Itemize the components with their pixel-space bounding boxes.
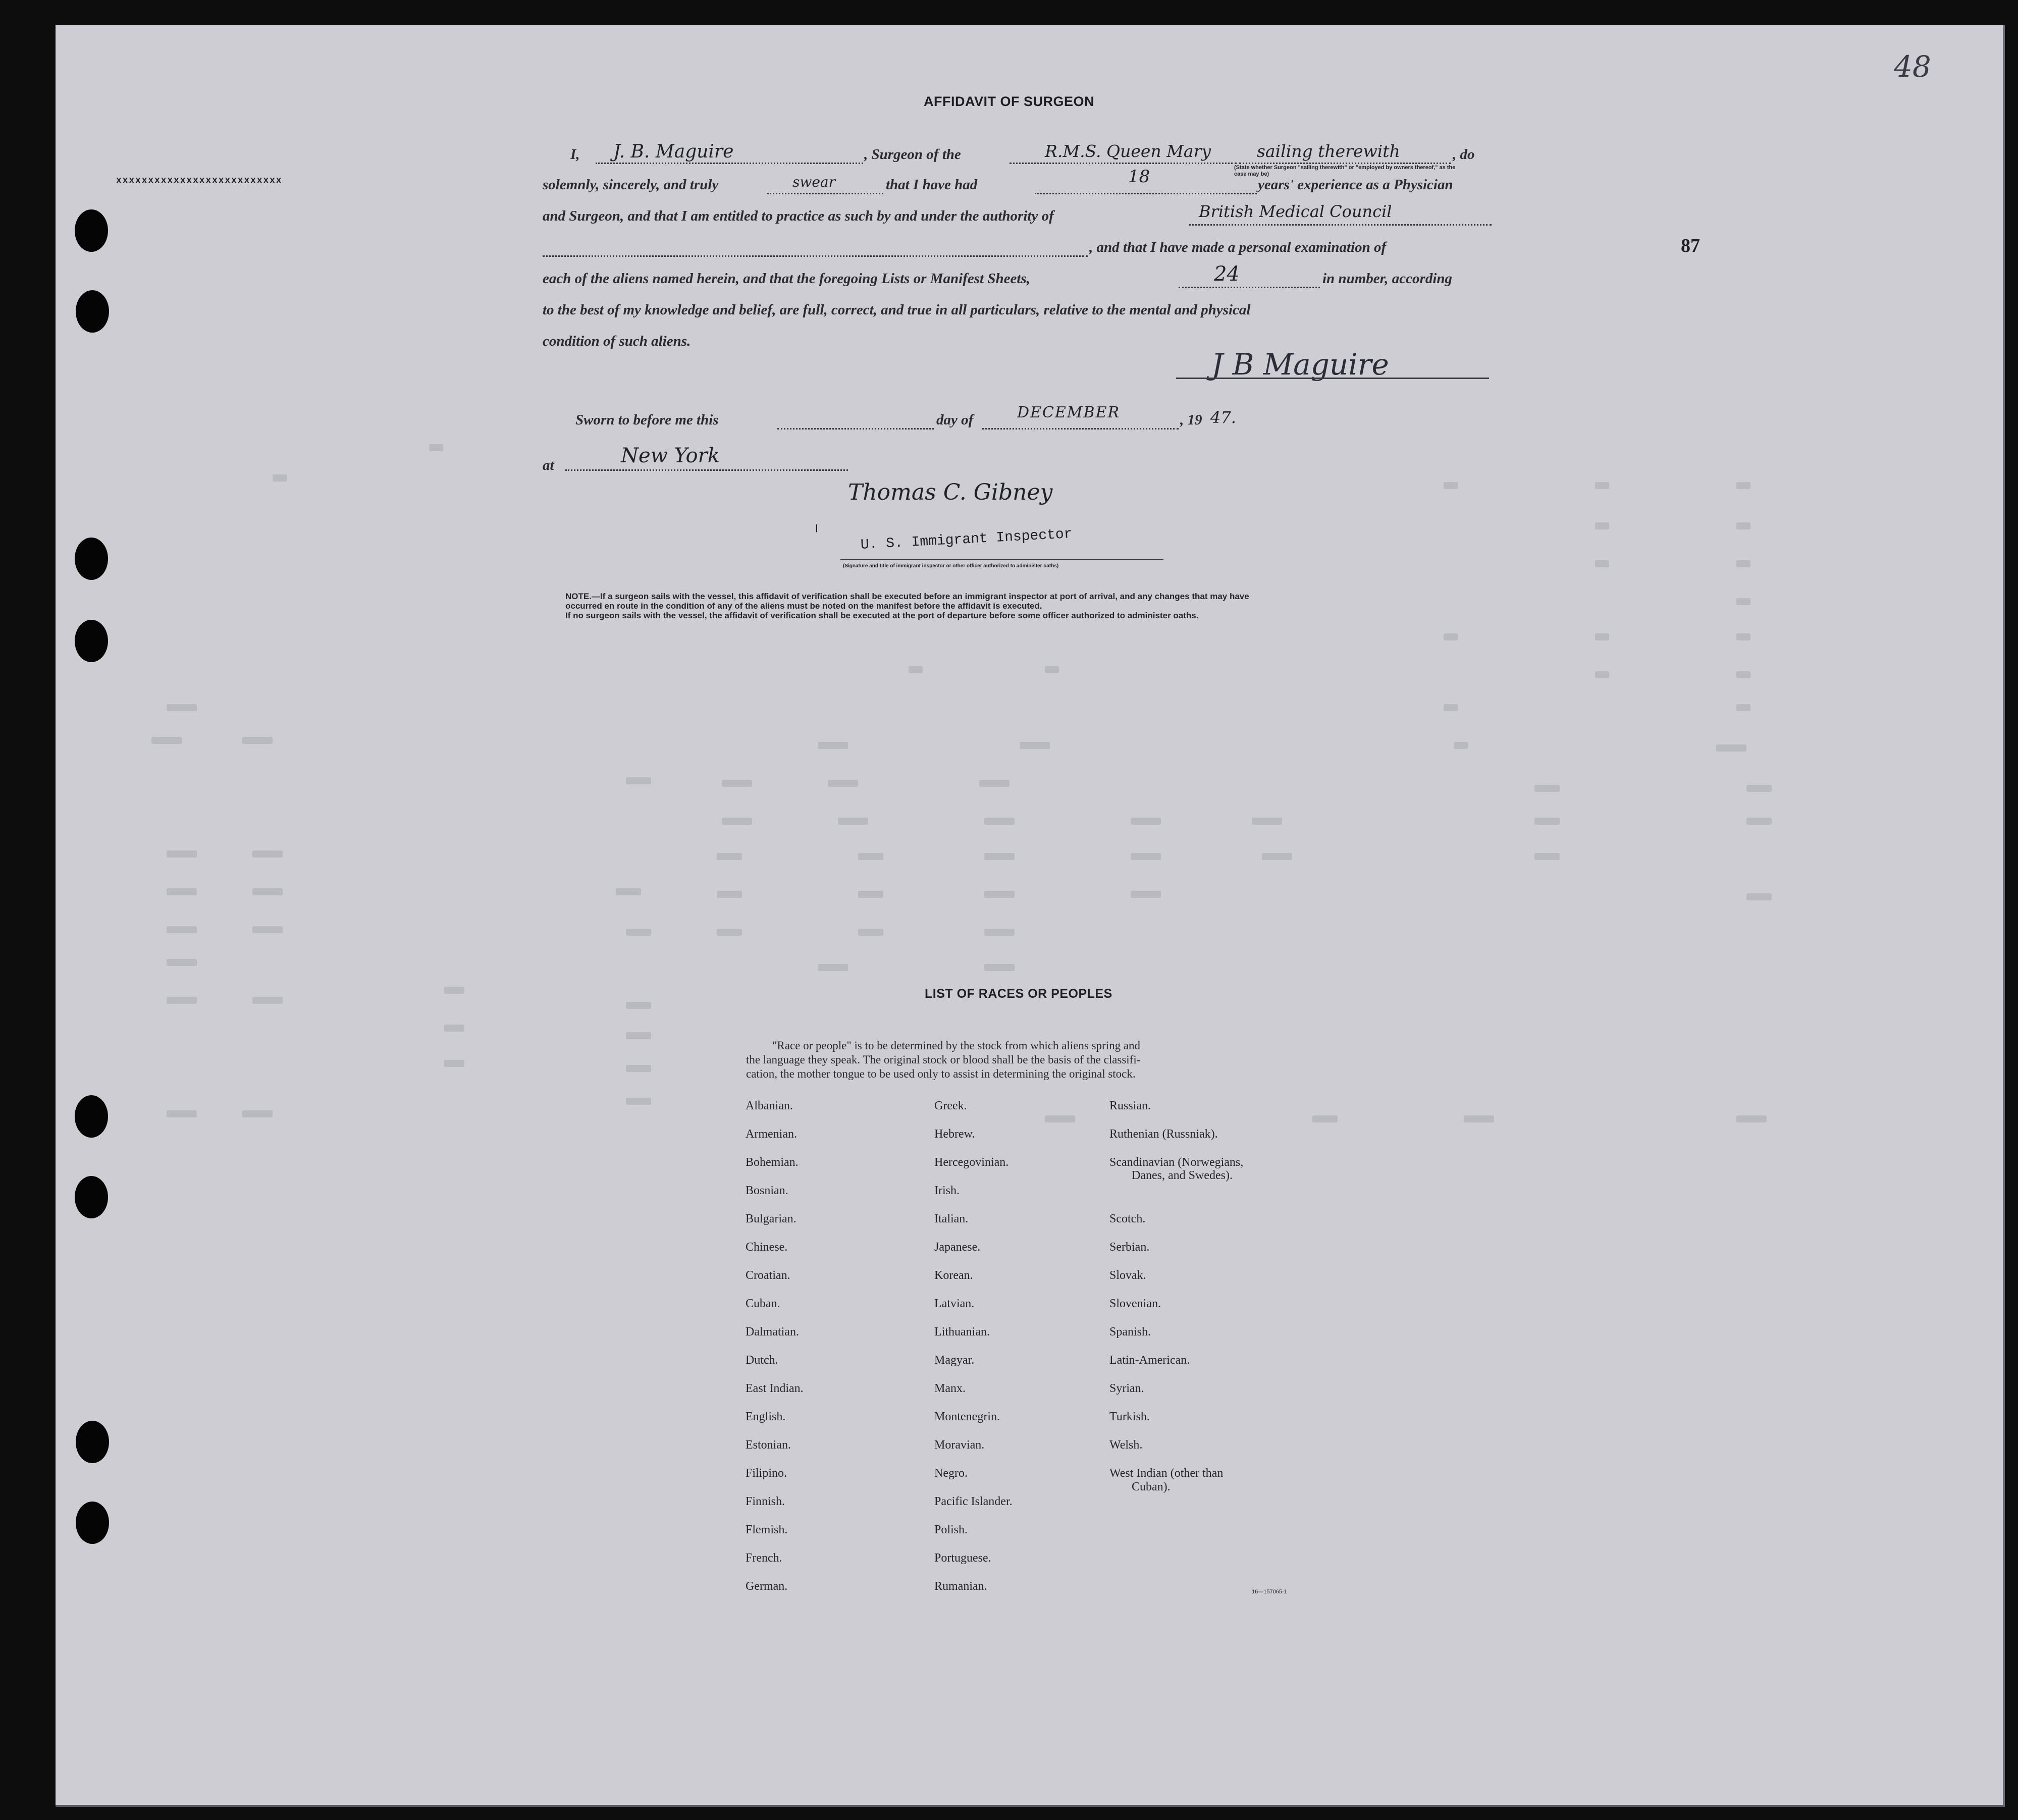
race-item: Hercegovinian. (934, 1156, 1009, 1169)
affidavit-line-7: condition of such aliens. (543, 333, 691, 349)
place-line (565, 469, 848, 471)
race-item: Welsh. (1109, 1438, 1143, 1452)
race-item: Filipino. (746, 1467, 787, 1480)
race-item: German. (746, 1580, 788, 1593)
day-of-label: day of (936, 412, 974, 428)
affidavit-line-4: , and that I have made a personal examination of (1089, 239, 1387, 255)
inspector-mark: ╷ (813, 517, 821, 532)
race-item: Slovenian. (1109, 1297, 1161, 1310)
race-item: Slovak. (1109, 1269, 1146, 1282)
race-item: Latvian. (934, 1297, 975, 1310)
binder-hole (76, 290, 109, 333)
race-item: Moravian. (934, 1438, 985, 1452)
race-item: Montenegrin. (934, 1410, 1000, 1423)
inspector-line (840, 559, 1163, 560)
day-line (777, 428, 934, 430)
years-experience: 18 (1128, 167, 1150, 187)
race-item: East Indian. (746, 1382, 804, 1395)
signature-line (1176, 378, 1489, 379)
affidavit-line-3-label: and Surgeon, and that I am entitled to practice as such by and under the authority of (543, 208, 1054, 224)
years-line (1035, 193, 1257, 194)
sailing-line (1239, 163, 1451, 164)
binder-hole (75, 1176, 108, 1218)
surgeon-signature: J B Maguire (1211, 347, 1389, 382)
race-item: West Indian (other than (1109, 1467, 1224, 1480)
race-item: Armenian. (746, 1128, 797, 1141)
races-intro-1: "Race or people" is to be determined by the stock from which aliens spring and (772, 1039, 1141, 1052)
race-item: Finnish. (746, 1495, 785, 1508)
race-item: Chinese. (746, 1241, 788, 1254)
affidavit-line-6: to the best of my knowledge and belief, are full, correct, and true in all particulars, relative to the mental and physical (543, 302, 1251, 318)
race-item: Scandinavian (Norwegians, (1109, 1156, 1244, 1169)
at-label: at (543, 457, 554, 473)
affidavit-title: AFFIDAVIT OF SURGEON (924, 94, 1094, 109)
race-item: Manx. (934, 1382, 966, 1395)
race-item-continued: Danes, and Swedes). (1132, 1169, 1233, 1182)
race-item: Japanese. (934, 1241, 981, 1254)
binder-hole (75, 1095, 108, 1138)
race-item-continued: Cuban). (1132, 1480, 1171, 1493)
race-item: Korean. (934, 1269, 973, 1282)
authority-name: British Medical Council (1199, 202, 1392, 221)
sheets-line (1179, 287, 1320, 288)
form-number: 16—157065-1 (1252, 1589, 1287, 1595)
race-item: Rumanian. (934, 1580, 987, 1593)
race-item: Albanian. (746, 1099, 793, 1112)
race-item: Lithuanian. (934, 1325, 990, 1339)
races-title: LIST OF RACES OR PEOPLES (925, 987, 1112, 1001)
page-number: 48 (1894, 49, 1931, 84)
sailing-status: sailing therewith (1257, 141, 1400, 161)
affidavit-line-1-end: , do (1453, 146, 1475, 163)
race-item: Dalmatian. (746, 1325, 799, 1339)
authority-line (1189, 224, 1492, 226)
race-item: Scotch. (1109, 1212, 1146, 1225)
years-label: that I have had (886, 177, 978, 193)
vessel-line (1010, 163, 1237, 164)
affidavit-note-1: NOTE.—If a surgeon sails with the vessel, this affidavit of verification shall be executed before an immigrant inspector at port of arrival, and any changes that may have (565, 592, 1249, 601)
surgeon-name-line (596, 163, 863, 164)
sworn-year: 47. (1210, 408, 1236, 427)
surgeon-of-label: , Surgeon of the (864, 146, 961, 163)
binder-hole (75, 538, 108, 580)
race-item: Russian. (1109, 1099, 1151, 1112)
binder-hole (75, 620, 108, 662)
affidavit-line-5-label: each of the aliens named herein, and that the foregoing Lists or Manifest Sheets, (543, 271, 1030, 287)
sheets-count: 24 (1214, 262, 1240, 286)
side-number: 87 (1681, 235, 1700, 256)
authority-continuation-line (543, 255, 1088, 257)
race-item: Irish. (934, 1184, 960, 1197)
affidavit-line-1-label: I, (570, 146, 580, 163)
oath-line (767, 193, 883, 194)
race-item: Greek. (934, 1099, 967, 1112)
binder-hole (75, 209, 108, 252)
race-item: Ruthenian (Russniak). (1109, 1128, 1218, 1141)
race-item: Serbian. (1109, 1241, 1150, 1254)
sailing-fine-print: (State whether Surgeon "sailing therewith" or "employed by owners thereof," as the case may be) (1234, 165, 1456, 177)
oath-word: swear (792, 174, 835, 190)
vessel-name: R.M.S. Queen Mary (1045, 141, 1211, 161)
affidavit-note-3: If no surgeon sails with the vessel, the affidavit of verification shall be executed at the port of departure before some officer authorized to administer oaths. (565, 611, 1199, 620)
race-item: French. (746, 1551, 782, 1565)
race-item: Italian. (934, 1212, 969, 1225)
manifest-sheet (56, 25, 2005, 1807)
binder-hole (76, 1421, 109, 1463)
race-item: Flemish. (746, 1523, 788, 1536)
affidavit-note-2: occurred en route in the condition of any of the aliens must be noted on the manifest before the affidavit is executed. (565, 601, 1042, 611)
inspector-caption: (Signature and title of immigrant inspector or other officer authorized to administer oaths) (843, 563, 1059, 569)
race-item: Turkish. (1109, 1410, 1150, 1423)
race-item: Negro. (934, 1467, 968, 1480)
month-line (982, 428, 1179, 430)
year-prefix: , 19 (1180, 412, 1202, 428)
border-marks: XXXXXXXXXXXXXXXXXXXXXXXXXX (116, 177, 283, 185)
affidavit-line-2-end: years' experience as a Physician (1258, 177, 1453, 193)
sworn-place: New York (621, 444, 720, 467)
race-item: Dutch. (746, 1354, 778, 1367)
affidavit-line-5-end: in number, according (1322, 271, 1453, 287)
race-item: Croatian. (746, 1269, 790, 1282)
race-item: Latin-American. (1109, 1354, 1190, 1367)
binder-hole (76, 1502, 109, 1544)
races-intro-2: the language they speak. The original stock or blood shall be the basis of the classifi- (746, 1053, 1141, 1066)
race-item: Bulgarian. (746, 1212, 796, 1225)
race-item: Pacific Islander. (934, 1495, 1013, 1508)
race-item: Polish. (934, 1523, 968, 1536)
sworn-label: Sworn to before me this (575, 412, 719, 428)
inspector-signature: Thomas C. Gibney (848, 479, 1053, 505)
race-item: Estonian. (746, 1438, 791, 1452)
inspector-title: U. S. Immigrant Inspector (860, 526, 1073, 553)
race-item: Spanish. (1109, 1325, 1151, 1339)
race-item: Magyar. (934, 1354, 975, 1367)
races-intro-3: cation, the mother tongue to be used only to assist in determining the original stock. (746, 1067, 1136, 1080)
race-item: Bohemian. (746, 1156, 799, 1169)
affidavit-line-2-label: solemnly, sincerely, and truly (543, 177, 719, 193)
race-item: Bosnian. (746, 1184, 788, 1197)
race-item: English. (746, 1410, 786, 1423)
race-item: Cuban. (746, 1297, 780, 1310)
race-item: Syrian. (1109, 1382, 1144, 1395)
surgeon-name: J. B. Maguire (613, 141, 734, 162)
sworn-month: DECEMBER (1017, 404, 1121, 421)
race-item: Portuguese. (934, 1551, 991, 1565)
race-item: Hebrew. (934, 1128, 975, 1141)
